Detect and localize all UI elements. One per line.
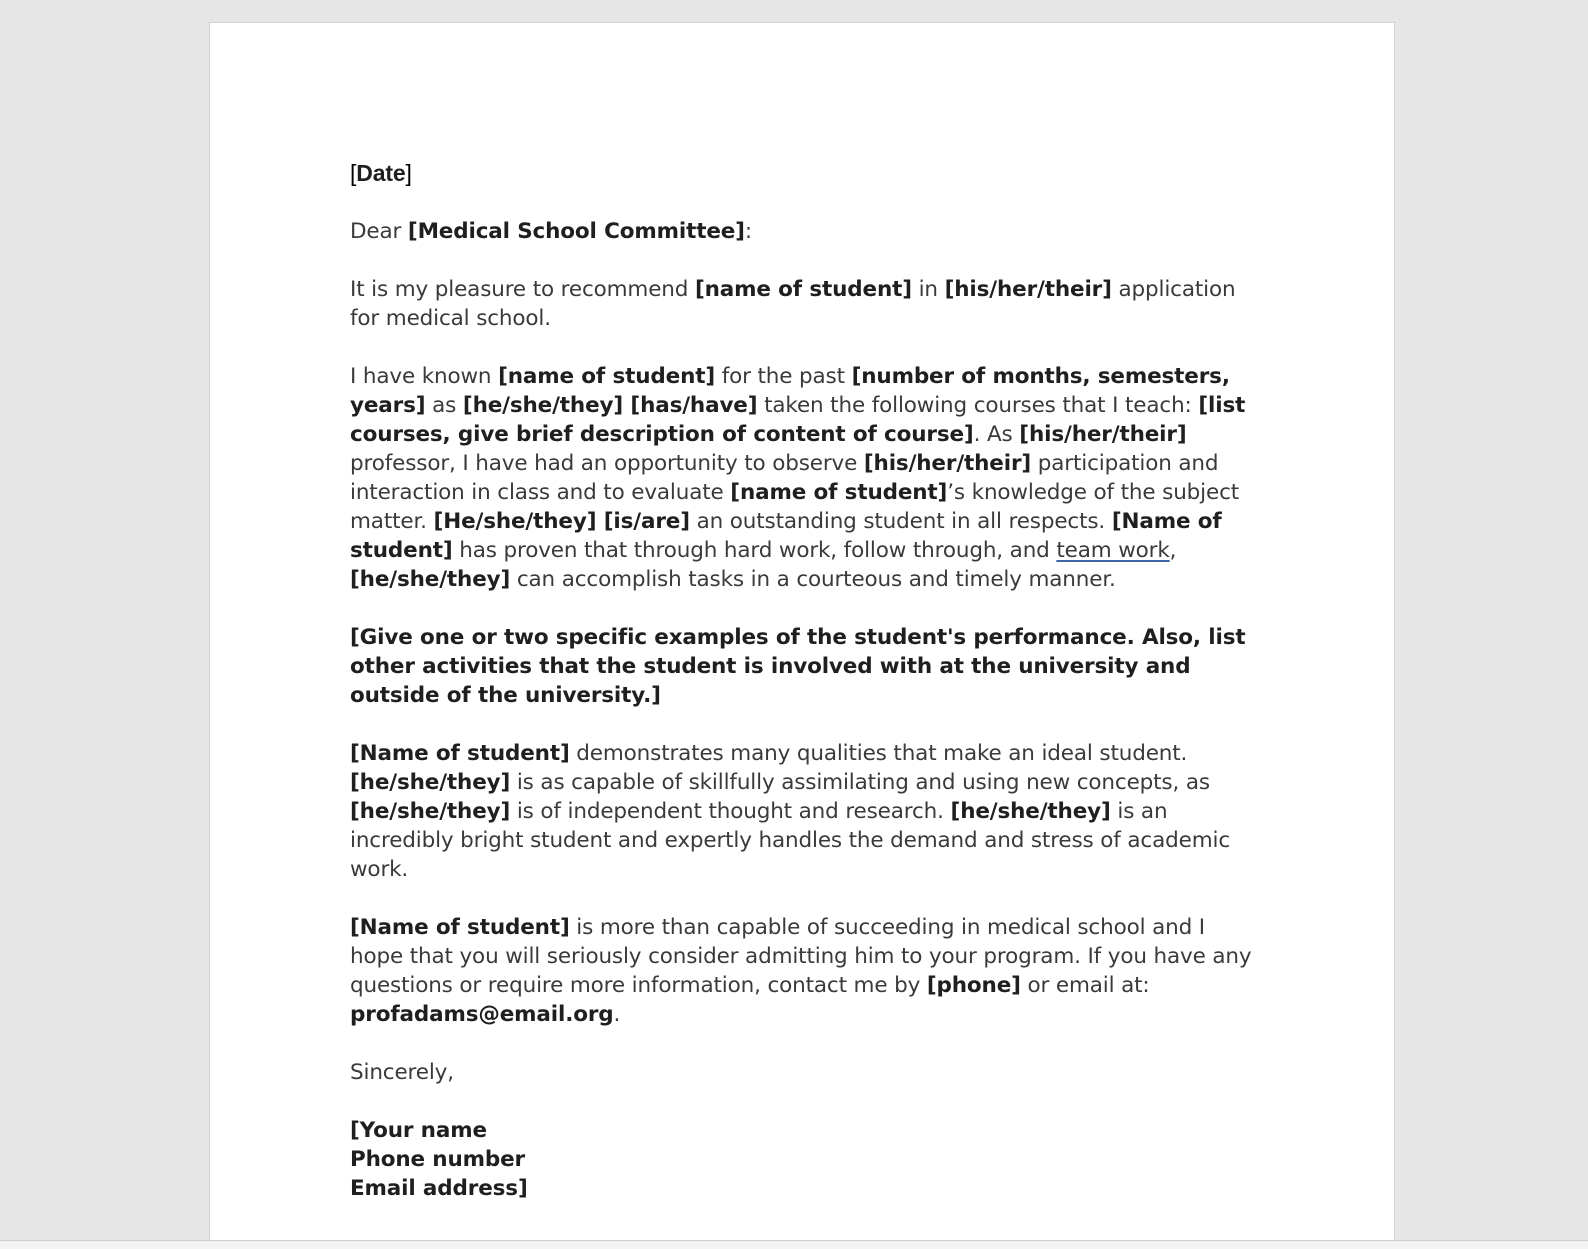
date-line: [Date] [350, 160, 412, 186]
closing: Sincerely, [350, 1060, 454, 1085]
signature-line: [Your name [350, 1118, 487, 1143]
paragraph-examples: [Give one or two specific examples of the student's performance. Also, list other activities that the student is involved with at the university and outside of the university.] [350, 625, 1246, 708]
letter-body[interactable] [350, 159, 1260, 1232]
signature-block [350, 1116, 1260, 1203]
status-bar-edge [0, 1240, 1588, 1249]
paragraph-courses: I have known [name of student] for the past [number of months, semesters, years] as [he/she/they] [has/have] taken the following courses that I teach: [list courses, give brief description of content of course]. As [his/her/their] professor, I have had an opportunity to observe [his/her/their] participation and interaction in class and to evaluate [name of student]’s knowledge of the subject matter. [He/she/they] [is/are] an outstanding student in all respects. [Name of student] has proven that through hard work, follow through, and team work, [he/she/they] can accomplish tasks in a courteous and timely manner. [350, 364, 1246, 592]
signature-line: Email address] [350, 1176, 528, 1201]
paragraph-qualities: [Name of student] demonstrates many qualities that make an ideal student. [he/she/they] is as capable of skillfully assimilating and using new concepts, as [he/she/they] is of independent thought and research. [he/she/they] is an incredibly bright student and expertly handles the demand and stress of academic work. [350, 741, 1230, 882]
paragraph-recommendation: [Name of student] is more than capable of succeeding in medical school and I hope that you will seriously consider admitting him to your program. If you have any questions or require more information, contact me by [phone] or email at: profadams@email.org. [350, 915, 1252, 1027]
document-page[interactable] [209, 22, 1395, 1249]
email-address: profadams@email.org [350, 1002, 614, 1027]
paragraph-intro: It is my pleasure to recommend [name of student] in [his/her/their] application for medical school. [350, 277, 1236, 331]
spellcheck-flagged-word[interactable]: team work [1056, 538, 1170, 563]
salutation: Dear [Medical School Committee]: [350, 219, 752, 244]
signature-line: Phone number [350, 1147, 525, 1172]
